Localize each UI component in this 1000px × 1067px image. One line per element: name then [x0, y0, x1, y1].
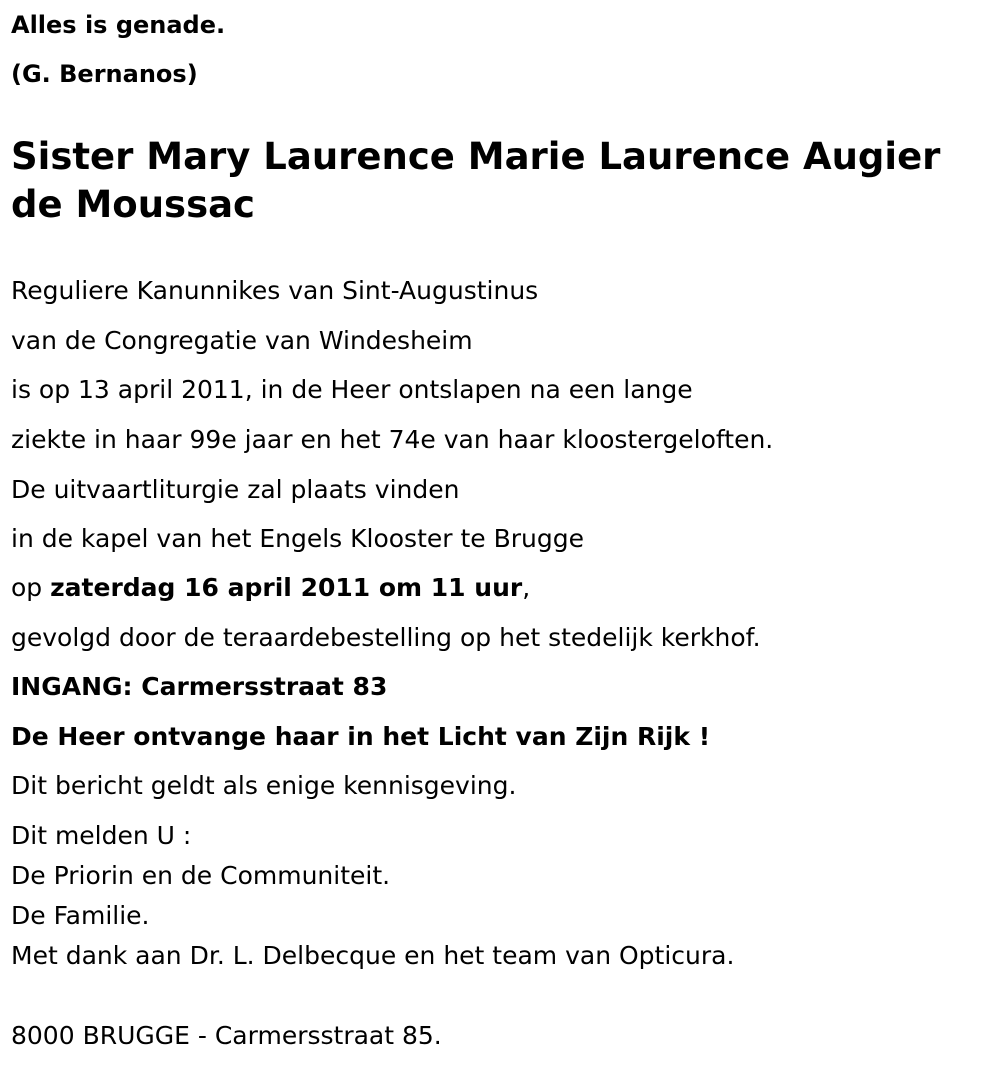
- liturgy-date-line: [11, 572, 530, 604]
- date-suffix: ,: [522, 573, 531, 602]
- congregation: van de Congregatie van Windesheim: [11, 326, 473, 355]
- passing-statement: is op 13 april 2011, in de Heer ontslapen na een lange: [11, 375, 693, 404]
- liturgy-statement: De uitvaartliturgie zal plaats vinden: [11, 475, 460, 504]
- entrance-address: INGANG: Carmersstraat 83: [11, 672, 388, 701]
- signatory-family: De Familie.: [11, 901, 150, 930]
- burial-statement: gevolgd door de teraardebestelling op het stedelijk kerkhof.: [11, 623, 761, 652]
- signatories-intro: Dit melden U :: [11, 821, 192, 850]
- liturgy-date: zaterdag 16 april 2011 om 11 uur: [50, 573, 523, 602]
- notice-statement: Dit bericht geldt als enige kennisgeving.: [11, 771, 517, 800]
- date-prefix: op: [11, 573, 51, 602]
- prayer: De Heer ontvange haar in het Licht van Zijn Rijk !: [11, 722, 711, 751]
- religious-order: Reguliere Kanunnikes van Sint-Augustinus: [11, 276, 539, 305]
- motto-author: (G. Bernanos): [11, 60, 198, 88]
- thanks-statement: Met dank aan Dr. L. Delbecque en het team van Opticura.: [11, 941, 735, 970]
- signatory-community: De Priorin en de Communiteit.: [11, 861, 391, 890]
- motto-quote: Alles is genade.: [11, 11, 226, 39]
- illness-statement: ziekte in haar 99e jaar en het 74e van haar kloostergeloften.: [11, 425, 774, 454]
- deceased-name: Sister Mary Laurence Marie Laurence Augier de Moussac: [11, 135, 941, 226]
- postal-address: 8000 BRUGGE - Carmersstraat 85.: [11, 1021, 442, 1050]
- liturgy-location: in de kapel van het Engels Klooster te Brugge: [11, 524, 585, 553]
